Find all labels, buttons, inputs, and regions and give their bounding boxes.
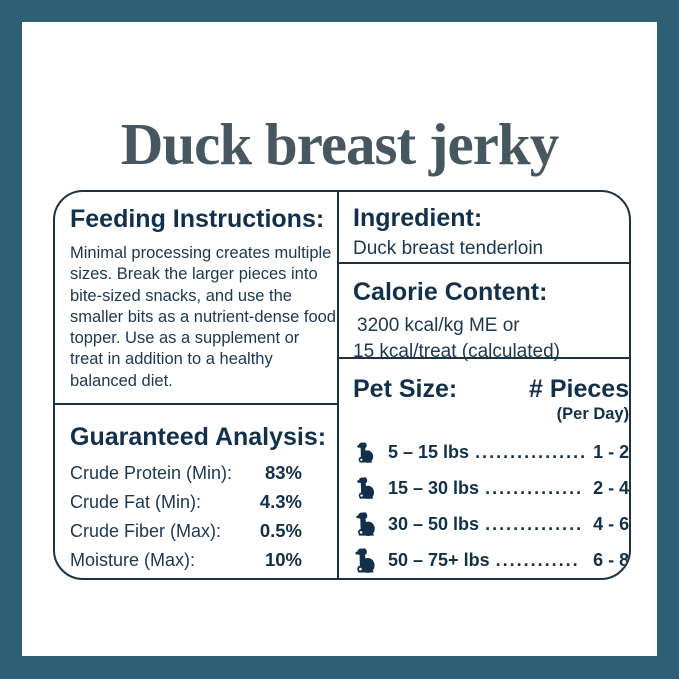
analysis-value: 0.5% (259, 520, 302, 541)
analysis-table (70, 462, 302, 578)
page-title: Duck breast jerky (120, 111, 559, 177)
ingredient-value: Duck breast tenderloin (353, 238, 544, 259)
ingredient-heading: Ingredient: (353, 204, 483, 232)
analysis-value: 83% (264, 462, 302, 483)
calorie-heading: Calorie Content: (353, 278, 548, 306)
label-card (22, 22, 657, 656)
pieces-value: 4 - 6 (593, 513, 630, 534)
dot-leader: .............. (485, 513, 584, 534)
ingredient-section (339, 192, 631, 264)
feeding-section (55, 192, 337, 405)
analysis-row (70, 491, 302, 520)
pieces-heading: # Pieces (529, 375, 630, 403)
petsize-section (339, 359, 631, 578)
analysis-label: Crude Fiber (Max): (70, 521, 222, 541)
left-column (55, 192, 339, 578)
dog-icon (353, 547, 379, 574)
analysis-row (70, 549, 302, 578)
petsize-range: 5 – 15 lbs (388, 441, 470, 462)
analysis-heading: Guaranteed Analysis: (70, 423, 327, 451)
calorie-section (339, 264, 631, 362)
dog-icon (353, 476, 379, 500)
pieces-value: 6 - 8 (593, 549, 630, 570)
dog-icon (353, 511, 379, 537)
petsize-heading: Pet Size: (353, 375, 458, 403)
analysis-label: Moisture (Max): (70, 550, 196, 570)
analysis-row (70, 462, 302, 491)
petsize-row (353, 470, 629, 506)
analysis-label: Crude Fat (Min): (70, 492, 202, 512)
analysis-label: Crude Protein (Min): (70, 463, 233, 483)
pieces-header (529, 375, 629, 424)
analysis-section (55, 405, 337, 578)
dot-leader: .............. (485, 477, 584, 498)
calorie-line-1: 3200 kcal/kg ME or (357, 315, 520, 336)
info-box (53, 190, 631, 580)
analysis-value: 10% (264, 549, 302, 570)
analysis-row (70, 520, 302, 549)
petsize-header (353, 375, 629, 424)
pieces-value: 1 - 2 (593, 441, 630, 462)
dog-icon (353, 441, 379, 464)
dot-leader: ............ (495, 549, 580, 570)
petsize-table (353, 434, 629, 578)
petsize-row (353, 542, 629, 578)
petsize-range: 30 – 50 lbs (388, 513, 480, 534)
feeding-text: Minimal processing creates multiple sizes. Break the larger pieces into bite-sized snacks, and use the smaller bits as a nutrient-dense food topper. Use as a supplement or treat in addition to a healthy balanced diet. (70, 244, 336, 390)
right-column (339, 192, 631, 578)
petsize-range: 15 – 30 lbs (388, 477, 480, 498)
petsize-range: 50 – 75+ lbs (388, 549, 490, 570)
dot-leader: ................ (475, 441, 588, 462)
petsize-row (353, 506, 629, 542)
petsize-row (353, 434, 629, 470)
analysis-value: 4.3% (259, 491, 302, 512)
feeding-heading: Feeding Instructions: (70, 205, 325, 233)
pieces-value: 2 - 4 (593, 477, 630, 498)
perday-subheading: (Per Day) (556, 405, 630, 423)
calorie-line-2: 15 kcal/treat (calculated) (353, 341, 560, 362)
